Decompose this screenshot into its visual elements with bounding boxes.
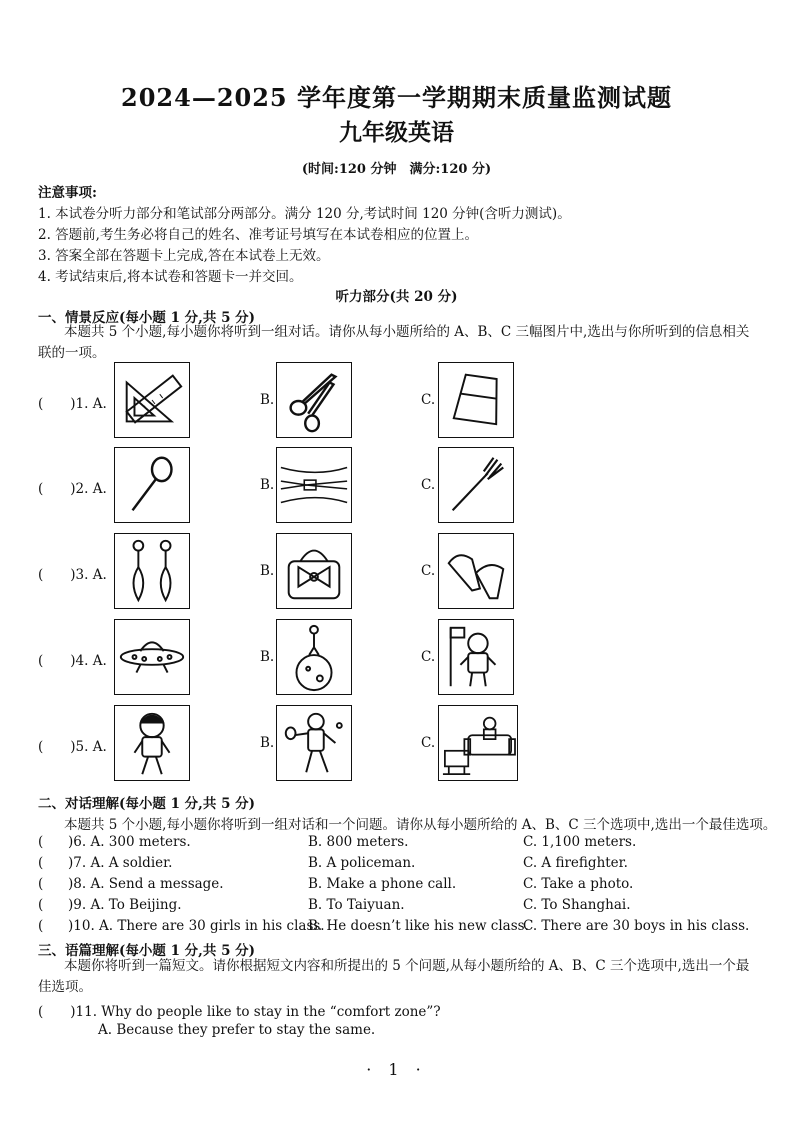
note-item: 1. 本试卷分听力部分和笔试部分两部分。满分 120 分,考试时间 120 分钟(含听力测试)。: [38, 206, 571, 222]
zipper-icon: [276, 447, 352, 523]
option-c-label: C.: [421, 649, 436, 665]
option-c: C. Take a photo.: [523, 876, 634, 892]
question-number: ( )4. A.: [38, 653, 107, 669]
eraser-icon: [438, 362, 514, 438]
question-number: ( )5. A.: [38, 739, 107, 755]
question-row: [38, 705, 758, 783]
question-row: [38, 619, 758, 697]
note-item: 2. 答题前,考生务必将自己的姓名、准考证号填写在本试卷相应的位置上。: [38, 227, 478, 243]
section1-instruction: 本题共 5 个小题,每小题你将听到一组对话。请你从每小题所给的 A、B、C 三幅图片中,选出与你所听到的信息相关联的一项。: [38, 324, 750, 361]
exam-title: 2024—2025 学年度第一学期期末质量监测试题: [121, 83, 672, 112]
option-c: C. A firefighter.: [523, 855, 628, 871]
option-b-label: B.: [260, 477, 275, 493]
option-a: )10. A. There are 30 girls in his class.: [68, 918, 325, 934]
ruler-set-square-icon: [114, 362, 190, 438]
section1-title: 一、情景反应(每小题 1 分,共 5 分): [38, 310, 256, 326]
option-b: B. A policeman.: [308, 855, 416, 871]
section3-title: 三、语篇理解(每小题 1 分,共 5 分): [38, 943, 256, 959]
notes-heading: 注意事项:: [38, 185, 97, 201]
girl-watching-tv-icon: [438, 705, 518, 781]
option-b: B. To Taiyuan.: [308, 897, 405, 913]
answer-paren: (: [38, 876, 44, 892]
question-row: [38, 876, 758, 896]
scissors-icon: [276, 362, 352, 438]
question-number: ( )1. A.: [38, 396, 107, 412]
question-row: [38, 897, 758, 917]
question-11: ( )11. Why do people like to stay in the “comfort zone”?: [38, 1004, 441, 1020]
note-item: 4. 考试结束后,将本试卷和答题卡一并交回。: [38, 269, 303, 285]
girl-walking-icon: [114, 705, 190, 781]
answer-paren: (: [38, 897, 44, 913]
handbag-icon: [276, 533, 352, 609]
answer-paren: (: [38, 918, 44, 934]
astronaut-icon: [438, 619, 514, 695]
option-b: B. Make a phone call.: [308, 876, 457, 892]
spoon-icon: [114, 447, 190, 523]
section2-instruction: 本题共 5 个小题,每小题你将听到一组对话和一个问题。请你从每小题所给的 A、B、C 三个选项中,选出一个最佳选项。: [64, 817, 777, 833]
time-info: (时间:120 分钟 满分:120 分): [301, 162, 492, 177]
question-11-option-a: A. Because they prefer to stay the same.: [98, 1022, 376, 1038]
option-b: B. He doesn’t like his new class.: [308, 918, 529, 934]
table-tennis-icon: [276, 705, 352, 781]
note-item: 3. 答案全部在答题卡上完成,答在本试卷上无效。: [38, 248, 330, 264]
page-number: · 1 ·: [366, 1060, 427, 1079]
section3-instruction: 本题你将听到一篇短文。请你根据短文内容和所提出的 5 个问题,从每小题所给的 A、B、C 三个选项中,选出一个最佳选项。: [38, 958, 750, 995]
option-c: C. To Shanghai.: [523, 897, 631, 913]
question-row: [38, 834, 758, 854]
option-c-label: C.: [421, 563, 436, 579]
option-c: C. 1,100 meters.: [523, 834, 637, 850]
question-number: ( )3. A.: [38, 567, 107, 583]
option-a: )9. A. To Beijing.: [68, 897, 182, 913]
exam-subtitle: 九年级英语: [339, 119, 454, 146]
question-row: [38, 533, 758, 611]
option-b-label: B.: [260, 392, 275, 408]
listening-heading: 听力部分(共 20 分): [335, 289, 458, 305]
question-row: [38, 447, 758, 525]
answer-paren: (: [38, 834, 44, 850]
earrings-icon: [114, 533, 190, 609]
ufo-icon: [114, 619, 190, 695]
section2-title: 二、对话理解(每小题 1 分,共 5 分): [38, 796, 256, 812]
answer-paren: (: [38, 855, 44, 871]
option-a: )7. A. A soldier.: [68, 855, 173, 871]
option-c-label: C.: [421, 477, 436, 493]
option-c-label: C.: [421, 392, 436, 408]
option-c: C. There are 30 boys in his class.: [523, 918, 750, 934]
option-a: )8. A. Send a message.: [68, 876, 224, 892]
question-number: ( )2. A.: [38, 481, 107, 497]
option-c-label: C.: [421, 735, 436, 751]
option-b: B. 800 meters.: [308, 834, 409, 850]
person-on-planet-icon: [276, 619, 352, 695]
option-b-label: B.: [260, 563, 275, 579]
question-row: [38, 855, 758, 875]
question-row: [38, 362, 758, 440]
high-heels-icon: [438, 533, 514, 609]
option-b-label: B.: [260, 735, 275, 751]
question-row: [38, 918, 758, 938]
option-b-label: B.: [260, 649, 275, 665]
fork-icon: [438, 447, 514, 523]
option-a: )6. A. 300 meters.: [68, 834, 191, 850]
